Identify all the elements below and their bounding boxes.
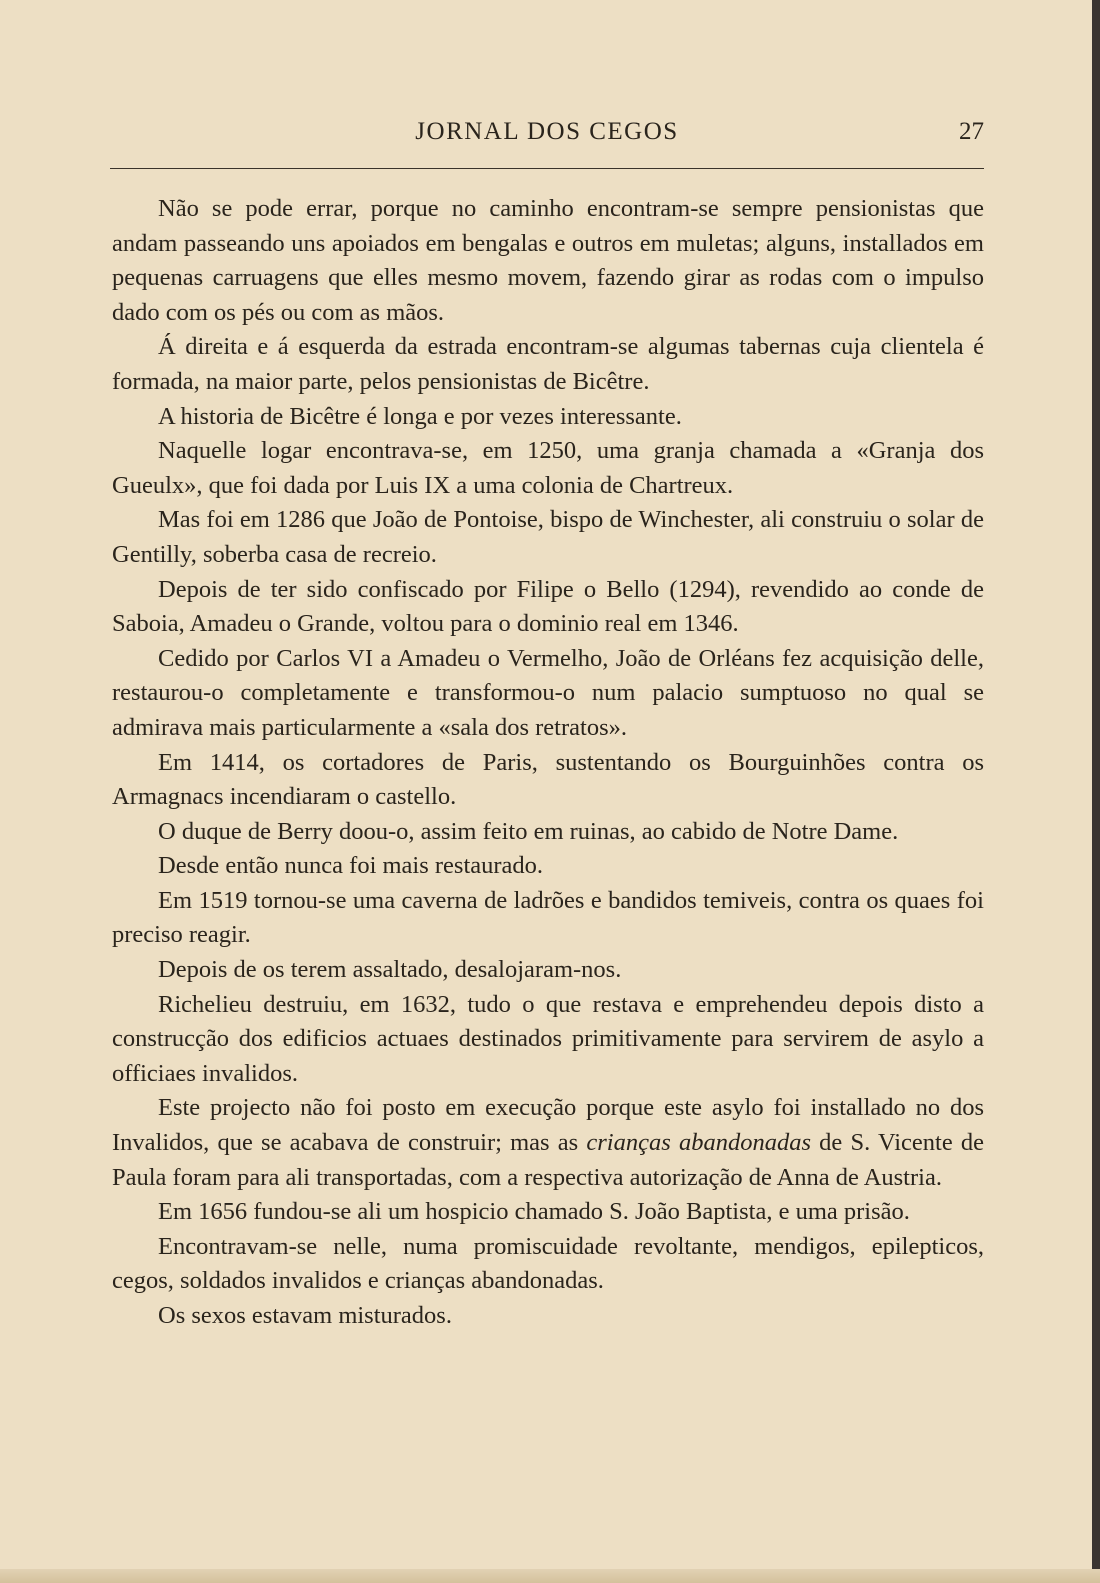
paragraph: Desde então nunca foi mais restaurado. [158, 852, 544, 880]
italic-phrase: crianças abandonadas [586, 1129, 811, 1157]
paragraph: Os sexos estavam misturados. [158, 1302, 452, 1329]
paragraph: Em 1519 tornou-se uma caverna de ladrões e bandidos temiveis, contra os quaes foi preciso reagir. [112, 886, 984, 949]
paragraph: Depois de os terem assaltado, desalojaram-nos. [158, 956, 622, 984]
page-edge-shadow [1092, 0, 1100, 1583]
paragraph: Não se pode errar, porque no caminho encontram-se sempre pensionistas que andam passeando uns apoiados em bengalas e outros em muletas; alguns, installados em pequenas carruagens que elles mesmo movem, fazendo girar as rodas com o impulso dado com os pés ou com as mãos. [112, 195, 984, 326]
paragraph: Depois de ter sido confiscado por Filipe o Bello (1294), revendido ao conde de Saboia, Amadeu o Grande, voltou para o dominio real em 1346. [112, 575, 984, 638]
paragraph: Em 1656 fundou-se ali um hospicio chamado S. João Baptista, e uma prisão. [158, 1198, 910, 1226]
page-header [110, 118, 984, 158]
page-bottom-edge [0, 1569, 1100, 1583]
paragraph: A historia de Bicêtre é longa e por vezes interessante. [158, 402, 682, 430]
paragraph: Cedido por Carlos VI a Amadeu o Vermelho, João de Orléans fez acquisição delle, restaurou-o completamente e transformou-o num palacio sumptuoso no qual se admirava mais particularmente a «sala dos retratos». [112, 644, 984, 741]
paragraph: Mas foi em 1286 que João de Pontoise, bispo de Winchester, ali construiu o solar de Gentilly, soberba casa de recreio. [112, 506, 984, 568]
paragraph: Em 1414, os cortadores de Paris, sustentando os Bourguinhões contra os Armagnacs incendiaram o castello. [112, 748, 984, 811]
header-rule [110, 168, 984, 169]
paragraph: O duque de Berry doou-o, assim feito em ruinas, ao cabido de Notre Dame. [158, 817, 899, 845]
page-number: 27 [959, 118, 984, 145]
paragraph-text-before: Este projecto não foi posto em execução porque este asylo foi installado no dos Invalidos, que se acabava de construir; mas as [112, 1094, 984, 1157]
paragraph [112, 1091, 984, 1195]
paragraph: Á direita e á esquerda da estrada encontram-se algumas tabernas cuja clientela é formada, na maior parte, pelos pensionistas de Bicêtre. [112, 333, 984, 395]
body-text [112, 192, 984, 1334]
paragraph: Richelieu destruiu, em 1632, tudo o que restava e emprehendeu depois disto a construcção dos edificios actuaes destinados primitivamente para servirem de asylo a officiaes invalidos. [112, 990, 984, 1087]
paragraph: Encontravam-se nelle, numa promiscuidade revoltante, mendigos, epilepticos, cegos, soldados invalidos e crianças abandonadas. [112, 1232, 984, 1295]
running-title: JORNAL DOS CEGOS [415, 118, 679, 145]
paragraph-text-after: de S. Vicente de Paula foram para ali transportadas, com a respectiva autorização de Anna de Austria. [112, 1129, 985, 1191]
paragraph: Naquelle logar encontrava-se, em 1250, uma granja chamada a «Granja dos Gueulx», que foi dada por Luis IX a uma colonia de Chartreux. [112, 437, 984, 499]
